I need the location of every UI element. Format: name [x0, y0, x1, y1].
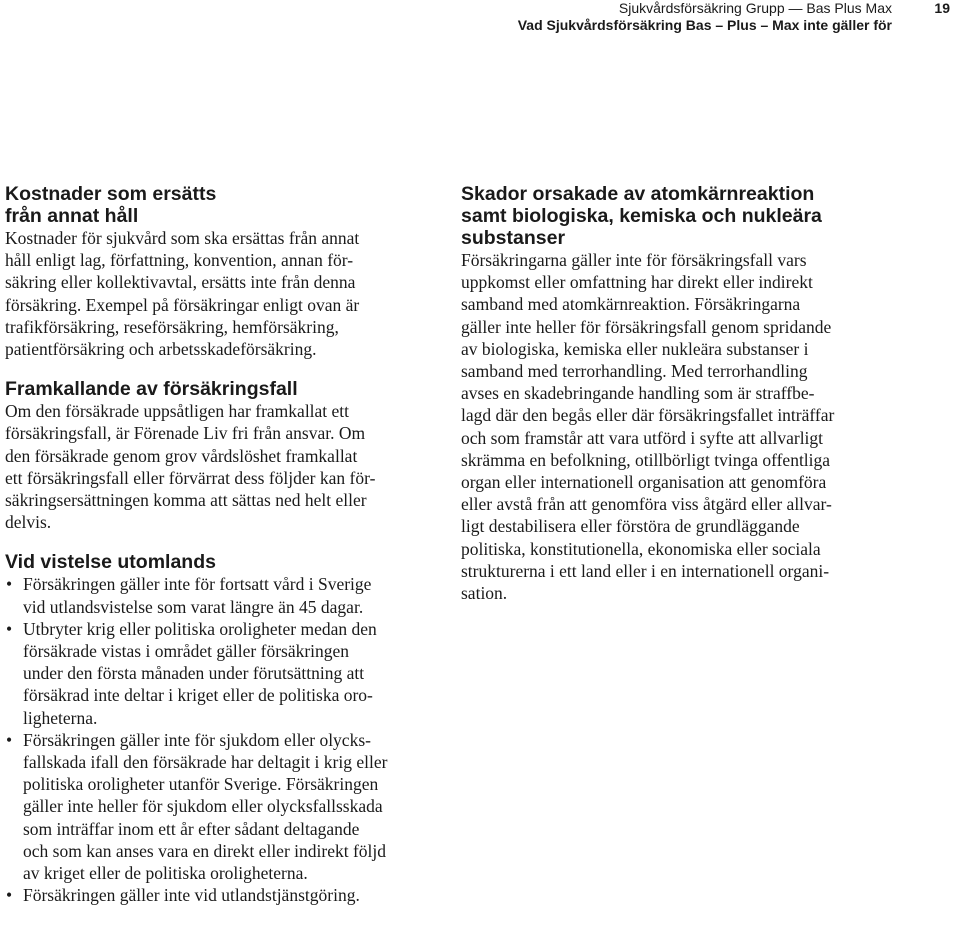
section-body	[5, 400, 445, 533]
list-item-line: politiska oroligheter utanför Sverige. Försäkringen	[23, 774, 379, 795]
list-item-line: försäkrad inte deltar i kriget eller de politiska oro-	[23, 685, 373, 706]
list-item-line: under den första månaden under förutsättning att	[23, 663, 365, 684]
body-line: Kostnader för sjukvård som ska ersättas från annat	[5, 228, 360, 248]
section-costs-other-source	[5, 183, 445, 360]
section-heading	[5, 183, 445, 227]
body-line: sation.	[461, 583, 508, 604]
body-line: den försäkrade genom grov vårdslöshet framkallat	[5, 445, 358, 466]
heading-line: samt biologiska, kemiska och nukleära	[461, 205, 822, 227]
section-heading	[5, 378, 445, 400]
body-line: ett försäkringsfall eller förvärrat dess följder kan för-	[5, 467, 376, 488]
section-heading: Vid vistelse utomlands	[5, 551, 216, 574]
body-line: ligt destabilisera eller förstöra de grundläggande	[461, 516, 800, 537]
list-item-line: av kriget eller de politiska oroligheterna.	[23, 863, 308, 884]
body-line: eller avstå från att genomföra viss åtgärd eller allvar-	[461, 494, 832, 515]
bullet-icon: •	[6, 574, 13, 595]
body-line: försäkring. Exempel på försäkringar enligt ovan är	[5, 294, 360, 315]
body-line: politiska, konstitutionella, ekonomiska eller sociala	[461, 538, 821, 559]
list-item	[5, 573, 445, 617]
abroad-list	[5, 573, 445, 906]
section-body	[461, 249, 911, 604]
list-item-line: ligheterna.	[23, 707, 98, 728]
section-atomic-reaction	[461, 183, 911, 604]
list-item-line: Utbryter krig eller politiska oroligheter medan den	[23, 618, 377, 639]
list-item-line: fallskada ifall den försäkrade har deltagit i krig eller	[23, 752, 388, 773]
heading-line: Kostnader som ersätts	[5, 183, 217, 205]
body-line: lagd där den begås eller där försäkringsfallet inträffar	[461, 405, 835, 426]
body-line: skrämma en befolkning, otillbörligt tvinga offentliga	[461, 449, 831, 470]
list-item-line: som inträffar inom ett år efter sådant deltagande	[23, 818, 360, 839]
heading-line: från annat håll	[5, 205, 139, 227]
left-column	[5, 183, 445, 906]
list-item-line: gäller inte heller för sjukdom eller olycksfallsskada	[23, 796, 383, 817]
page-number: 19	[934, 0, 950, 16]
heading-line: Skador orsakade av atomkärnreaktion	[461, 183, 815, 205]
body-line: samband med atomkärnreaktion. Försäkringarna	[461, 294, 801, 315]
right-column	[461, 183, 911, 604]
body-line: Om den försäkrade uppsåtligen har framkallat ett	[5, 401, 350, 422]
body-line: strukturerna i ett land eller i en internationell organi-	[461, 560, 830, 581]
list-item-line: Försäkringen gäller inte för sjukdom eller olycks-	[23, 729, 371, 750]
list-item	[5, 729, 445, 884]
bullet-icon: •	[6, 885, 13, 906]
body-line: säkringsersättningen komma att sättas ned helt eller	[5, 490, 367, 511]
body-line: avses en skadebringande handling som är straffbe-	[461, 383, 815, 404]
header-section-title: Vad Sjukvårdsförsäkring Bas – Plus – Max inte gäller för	[517, 17, 892, 33]
list-item-line: vid utlandsvistelse som varat längre än 45 dagar.	[23, 596, 364, 617]
heading-line: substanser	[461, 227, 566, 249]
list-item-line: och som kan anses vara en direkt eller indirekt följd	[23, 840, 387, 861]
header-product-name: Sjukvårdsförsäkring Grupp — Bas Plus Max	[618, 0, 892, 16]
list-item-line: Försäkringen gäller inte för fortsatt vård i Sverige	[23, 574, 372, 595]
body-line: delvis.	[5, 512, 52, 533]
body-line: av biologiska, kemiska eller nukleära substanser i	[461, 338, 809, 359]
body-line: säkring eller kollektivavtal, ersätts inte från denna	[5, 272, 356, 293]
list-item	[5, 618, 445, 729]
body-line: uppkomst eller omfattning har direkt eller indirekt	[461, 272, 813, 293]
list-item-line: Försäkringen gäller inte vid utlandstjänstgöring.	[23, 885, 360, 906]
body-line: gäller inte heller för försäkringsfall genom spridande	[461, 316, 832, 337]
list-item	[5, 884, 445, 906]
section-abroad	[5, 551, 445, 906]
page-header	[0, 0, 960, 40]
list-item-line: försäkrade vistas i området gäller försäkringen	[23, 641, 350, 662]
body-line: samband med terrorhandling. Med terrorhandling	[461, 361, 808, 382]
section-causing-claim	[5, 378, 445, 533]
section-body	[5, 227, 445, 360]
bullet-icon: •	[6, 729, 13, 750]
section-heading	[461, 183, 911, 249]
body-line: organ eller internationell organisation att genomföra	[461, 472, 827, 493]
body-line: Försäkringarna gäller inte för försäkringsfall vars	[461, 250, 807, 270]
body-line: håll enligt lag, författning, konvention, annan för-	[5, 250, 354, 271]
body-line: trafikförsäkring, reseförsäkring, hemförsäkring,	[5, 316, 339, 337]
body-line: patientförsäkring och arbetsskadeförsäkring.	[5, 339, 317, 360]
body-line: och som framstår att vara utförd i syfte att allvarligt	[461, 427, 824, 448]
heading-line: Framkallande av försäkringsfall	[5, 378, 298, 401]
bullet-icon: •	[6, 618, 13, 639]
body-line: försäkringsfall, är Förenade Liv fri från ansvar. Om	[5, 423, 366, 444]
